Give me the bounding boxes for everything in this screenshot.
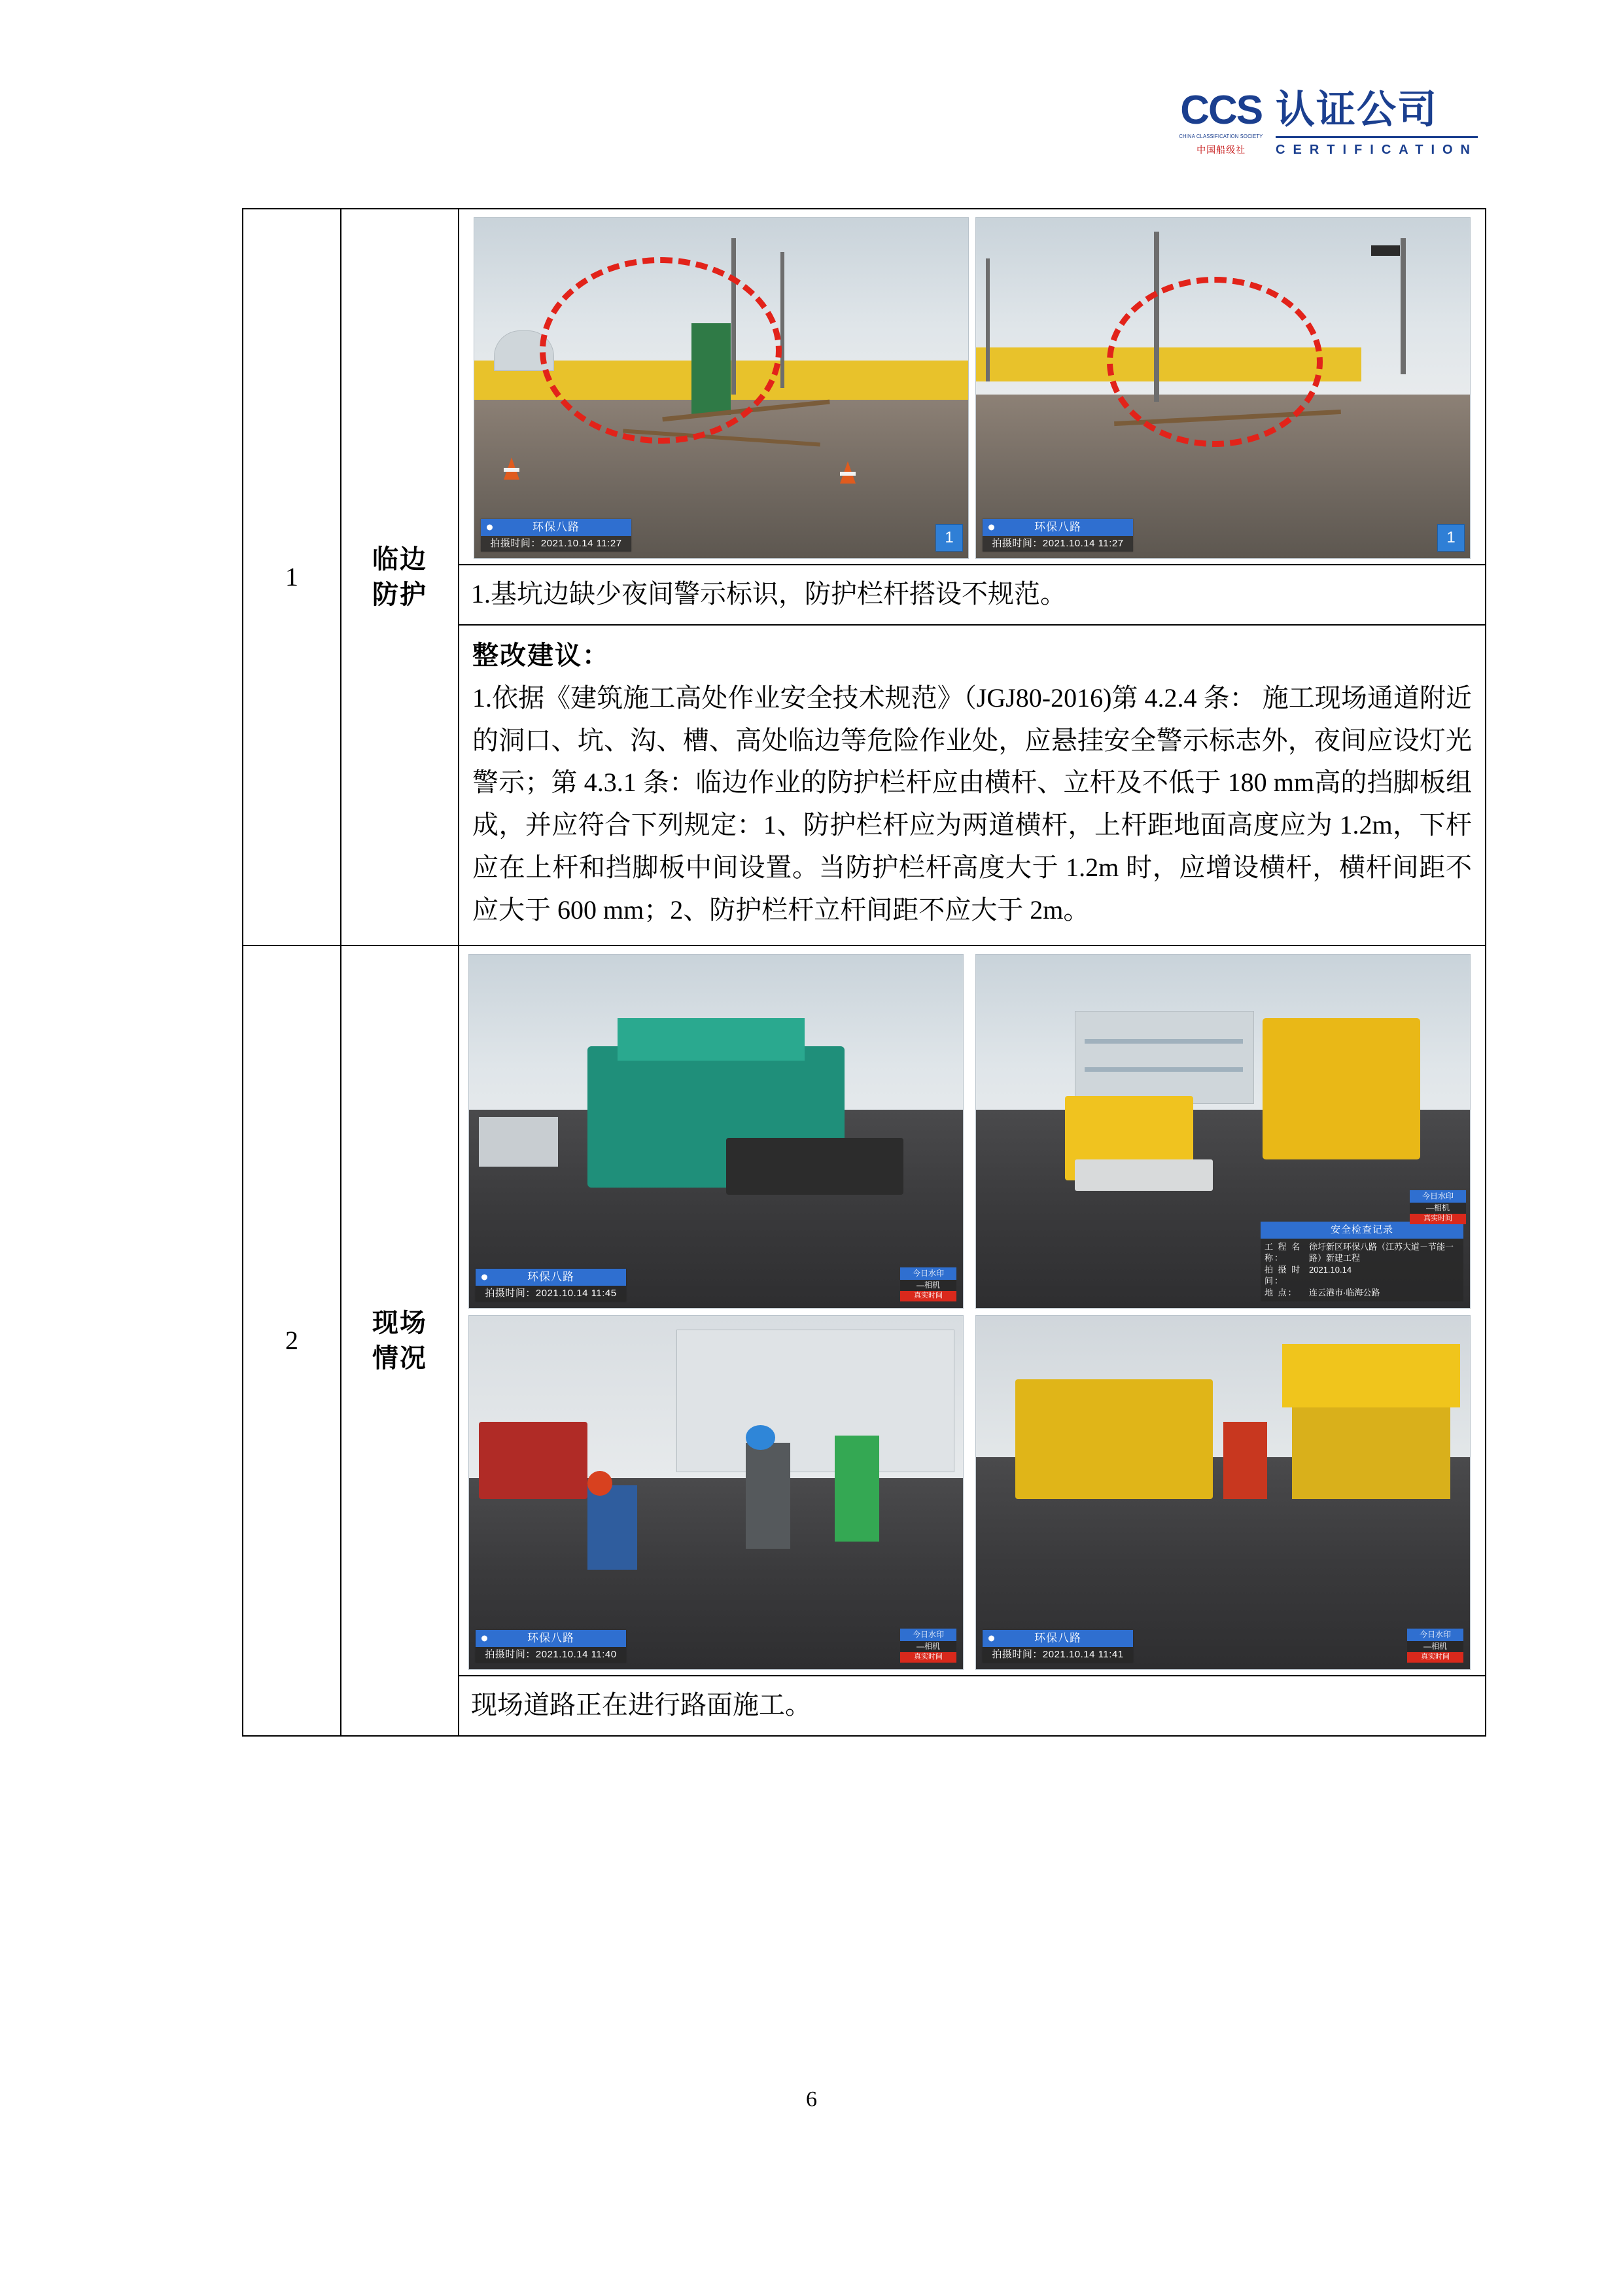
photo-badge: 1	[935, 524, 963, 552]
table-row	[243, 209, 1486, 945]
photo-building	[1075, 1011, 1254, 1104]
machine-body	[1015, 1379, 1213, 1500]
photo-building-window	[1085, 1039, 1243, 1044]
worker-helmet-red	[587, 1471, 612, 1496]
record-card-row	[1265, 1241, 1459, 1264]
roller-drum	[1075, 1159, 1213, 1192]
watermark-title: 环保八路	[476, 1630, 626, 1647]
ccs-logo	[1177, 90, 1478, 158]
annotation-ellipse	[1107, 277, 1323, 447]
record-card-label: 工 程 名 称：	[1265, 1241, 1302, 1263]
advice-text: 1.依据《建筑施工高处作业安全技术规范》（JGJ80-2016)第 4.2.4 条： 施工现场通道附近的洞口、坑、沟、槽、高处临边等危险作业处，应悬挂安全警示标志外，夜间应设灯光警示；第 4.3.1 条：临边作业的防护栏杆应由横杆、立杆及不低于 180 mm高的挡脚板组成，并应符合下列规定：1、防护栏杆应为两道横杆，上杆距地面高度应为 1.2m，下杆应在上杆和挡脚板中间设置。当防护栏杆高度大于 1.2m 时，应增设横杆，横杆间距不应大于 600 mm；2、防护栏杆立杆间距不应大于 2m。	[472, 682, 1472, 925]
photo-traffic-cone	[504, 457, 519, 480]
photo-watermark	[481, 519, 631, 552]
photo-building-window	[1085, 1067, 1243, 1072]
worker-vest-green	[835, 1436, 879, 1542]
photo-grid-2	[459, 946, 1485, 1675]
finding-text: 现场道路正在进行路面施工。	[459, 1675, 1485, 1735]
watermark-time: 拍摄时间：2021.10.14 11:45	[476, 1286, 626, 1301]
row-number-cell	[243, 209, 341, 945]
logo-company-name: 认证公司	[1276, 88, 1439, 132]
record-card-title: 安全检查记录	[1261, 1222, 1463, 1239]
record-card-label: 拍 摄 时 间：	[1265, 1264, 1302, 1286]
logo-chinese-small: 中国船级社	[1196, 145, 1246, 155]
watermark-title: 环保八路	[983, 1630, 1133, 1647]
record-card-row	[1265, 1287, 1459, 1299]
stamp-camera: —相机	[900, 1641, 956, 1652]
watermark-time: 拍摄时间：2021.10.14 11:40	[476, 1647, 626, 1663]
background-truck	[479, 1117, 558, 1167]
photo-stamp	[1410, 1190, 1466, 1224]
photo-site-1[interactable]	[474, 217, 969, 559]
watermark-time: 拍摄时间：2021.10.14 11:27	[481, 536, 631, 552]
stamp-today: 今日水印	[900, 1267, 956, 1280]
worker-blue	[587, 1485, 637, 1570]
photo-traffic-cone	[840, 461, 856, 484]
row-category-cell	[341, 209, 459, 945]
inspection-table	[242, 208, 1486, 1737]
advice-title: 整改建议：	[472, 641, 610, 670]
row-body	[459, 209, 1485, 945]
row-category-line1: 现场	[372, 1307, 427, 1337]
photo-stamp	[1407, 1629, 1463, 1663]
record-card-row	[1265, 1264, 1459, 1287]
photo-paver[interactable]	[468, 954, 964, 1309]
row-number: 1	[285, 562, 298, 592]
stamp-real-time: 真实时间	[1410, 1214, 1466, 1224]
roller-machine	[1263, 1018, 1421, 1159]
machine-hopper	[1292, 1407, 1450, 1499]
watermark-time: 拍摄时间：2021.10.14 11:27	[983, 536, 1133, 552]
photo-pole	[780, 252, 784, 388]
row-body	[459, 946, 1485, 1735]
stamp-today: 今日水印	[900, 1629, 956, 1641]
photo-stamp	[900, 1629, 956, 1663]
row-category-line2: 防护	[372, 579, 427, 609]
row-number-cell	[243, 945, 341, 1736]
row-category-line1: 临边	[372, 544, 427, 574]
worker-grey	[746, 1443, 790, 1549]
watermark-time: 拍摄时间：2021.10.14 11:41	[983, 1647, 1133, 1663]
stamp-real-time: 真实时间	[900, 1291, 956, 1301]
watermark-title: 环保八路	[476, 1269, 626, 1286]
worker-red	[1223, 1422, 1268, 1500]
page-number: 6	[806, 2087, 817, 2111]
stamp-today: 今日水印	[1410, 1190, 1466, 1203]
photo-stamp	[900, 1267, 956, 1301]
photo-watermark	[476, 1630, 626, 1663]
row-body-cell	[459, 945, 1486, 1736]
record-card-label: 地 点：	[1265, 1288, 1298, 1298]
watermark-title: 环保八路	[481, 519, 631, 536]
record-card-value: 连云港市·临海公路	[1309, 1288, 1380, 1298]
paver-canopy	[618, 1018, 805, 1061]
logo-mark	[1177, 90, 1265, 154]
finding-text: 1.基坑边缺少夜间警示标识，防护栏杆搭设不规范。	[459, 564, 1485, 624]
advice-block	[459, 624, 1485, 945]
photo-workers[interactable]	[468, 1315, 964, 1670]
row-category-line2: 情况	[372, 1343, 427, 1373]
row-category-cell	[341, 945, 459, 1736]
watermark-title: 环保八路	[983, 519, 1133, 536]
annotation-ellipse	[540, 257, 782, 444]
photo-badge: 1	[1437, 524, 1465, 552]
record-card-body	[1261, 1239, 1463, 1301]
photo-paving-machine[interactable]	[975, 1315, 1471, 1670]
stamp-real-time: 真实时间	[900, 1652, 956, 1663]
logo-text-block	[1276, 90, 1478, 158]
stamp-today: 今日水印	[1407, 1629, 1463, 1641]
record-card-value: 徐圩新区环保八路（江苏大道－节能一路）新建工程	[1309, 1241, 1454, 1263]
photo-pole	[986, 258, 990, 381]
stamp-camera: —相机	[1410, 1203, 1466, 1214]
photo-traffic-light	[1371, 245, 1400, 256]
photo-site-2[interactable]	[975, 217, 1471, 559]
stamp-real-time: 真实时间	[1407, 1652, 1463, 1663]
stamp-camera: —相机	[1407, 1641, 1463, 1652]
photo-building	[676, 1330, 954, 1472]
worker-helmet-blue	[746, 1425, 775, 1450]
asphalt-pile	[726, 1138, 904, 1194]
record-card-watermark	[1261, 1222, 1463, 1301]
photo-traffic-light-pole	[1401, 238, 1406, 374]
photo-watermark	[983, 1630, 1133, 1663]
table-row	[243, 945, 1486, 1736]
row-number: 2	[285, 1326, 298, 1356]
machine-canopy	[1282, 1344, 1460, 1407]
logo-certification-label: CERTIFICATION	[1276, 136, 1478, 158]
stamp-camera: —相机	[900, 1280, 956, 1291]
photo-row-1	[459, 209, 1485, 564]
red-roller	[479, 1422, 587, 1500]
logo-english-small: CHINA CLASSIFICATION SOCIETY	[1179, 133, 1263, 139]
photo-watermark	[476, 1269, 626, 1301]
photo-rollers[interactable]	[975, 954, 1471, 1309]
photo-watermark	[983, 519, 1133, 552]
record-card-value: 2021.10.14	[1309, 1264, 1352, 1275]
row-body-cell	[459, 209, 1486, 945]
logo-ccs-text: CCS	[1180, 88, 1263, 133]
